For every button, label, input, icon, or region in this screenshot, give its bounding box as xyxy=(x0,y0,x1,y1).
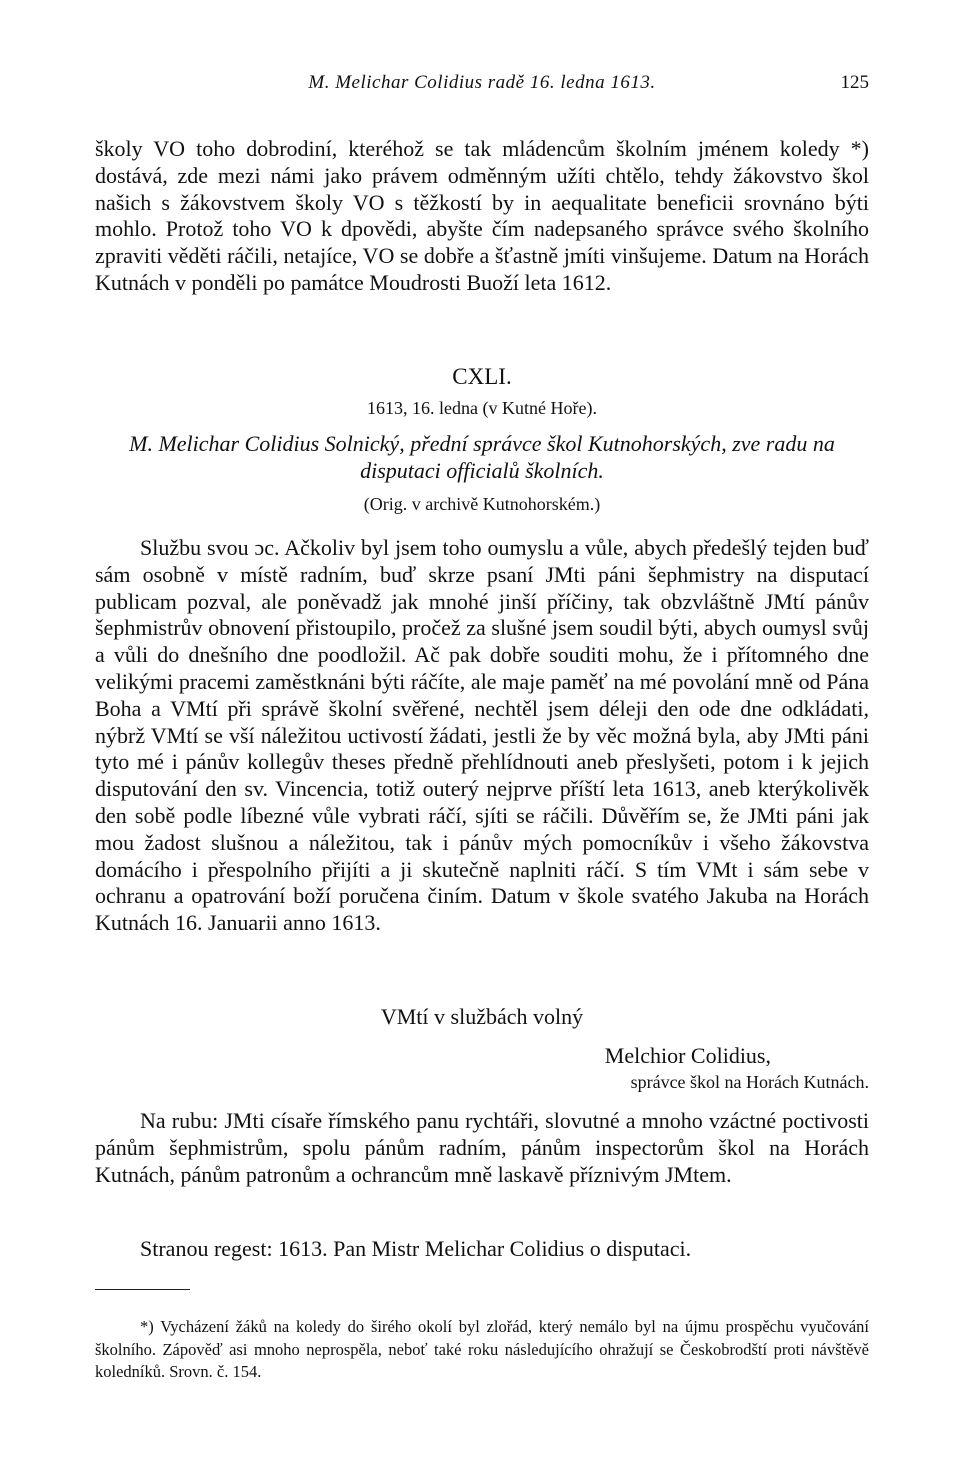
document-heading: M. Melichar Colidius Solnický, přední správce škol Kutnohorských, zve radu na disputaci officialů školních. xyxy=(129,431,835,483)
address-note: Na rubu: JMti císaře římského panu rychtáři, slovutné a mnoho vzáctné poctivosti pánům šephmistrům, spolu pánům radním, pánům inspectorům škol na Horách Kutnách, pánům patronům a ochrancům mně laskavě příznivým JMtem. xyxy=(95,1108,869,1187)
document-source: (Orig. v archivě Kutnohorském.) xyxy=(363,494,601,514)
regest-note: Stranou regest: 1613. Pan Mistr Melichar Colidius o disputaci. xyxy=(140,1236,692,1261)
document-date: 1613, 16. ledna (v Kutné Hoře). xyxy=(367,398,597,418)
signature-name: Melchior Colidius, xyxy=(604,1043,771,1068)
page-number: 125 xyxy=(840,72,869,93)
running-header xyxy=(95,72,869,102)
footnote: *) Vycházení žáků na koledy do širého okolí byl zlořád, který nemálo byl na újmu prospěchu vyučování školního. Zápověď asi mnoho neprospěla, neboť také roku následujícího ohražují se Českobrodští proti návštěvě koledníků. Srovn. č. 154. xyxy=(95,1317,869,1381)
closing-formula: VMtí v službách volný xyxy=(380,1004,584,1029)
footnote-divider xyxy=(95,1289,190,1290)
letter-body: Službu svou ɔc. Ačkoliv byl jsem toho oumyslu a vůle, abych předešlý tejden buď sám osobně v místě radním, buď skrze psaní JMti páni šephmistry na disputací publicam pozval, ale poněvadž jak mnohé jinší příčiny, tak obzvláštně JMtí pánův šephmistrův obnovení přistoupilo, pročež za slušné jsem soudil býti, abych oumysl svůj a vůli do dnešního dne poodložil. Ač pak dobře souditi mohu, že i přítomného dne velikými pracemi zaměstknáni býti ráčíte, ale maje paměť na mé povolání mně od Pána Boha a VMtí při správě školní svěřené, nechtěl jsem déleji den ode dne odkládati, nýbrž VMtí se vší náležitou uctivostí žádati, jestli že by věc možná byla, aby JMti páni tyto mé i pánův kollegův theses předně přehlídnouti aneb přeslyšeti, potom i k jejich disputování den sv. Vincencia, totiž outerý nejprve příští leta 1613, aneb kterýkolivěk den sobě podle líbezné vůle vybrati ráčí, sjíti se ráčili. Důvěřím se, že JMti páni jak mou žadost slušnou a náležitou, tak i pánův mých pomocníkův i všeho žákovstva domácího i přespolního přijíti a ji skutečně naplniti ráčí. S tím VMt i sám sebe v ochranu a opatrování boží poručena činím. Datum v škole svatého Jakuba na Horách Kutnách 16. Januarii anno 1613. xyxy=(95,535,869,936)
paragraph-continued: školy VO toho dobrodiní, kteréhož se tak mládencům školním jménem koledy *) dostává, zde mezi námi jako právem odměnným užíti chtělo, tehdy žákovstvo škol našich s žákovstvem školy VO s těžkostí by in aequalitate beneficii srovnáno býti mohlo. Protož toho VO k dpovědi, abyšte čím nadepsaného správce svého školního zpraviti věděti ráčili, netajíce, VO se dobře a šťastně jmíti vinšujeme. Datum na Horách Kutnách v ponděli po památce Moudrosti Buoží leta 1612. xyxy=(95,136,869,295)
signature-title: správce škol na Horách Kutnách. xyxy=(630,1072,869,1092)
document-number: CXLI. xyxy=(452,364,512,389)
running-title: M. Melichar Colidius radě 16. ledna 1613. xyxy=(308,72,656,93)
